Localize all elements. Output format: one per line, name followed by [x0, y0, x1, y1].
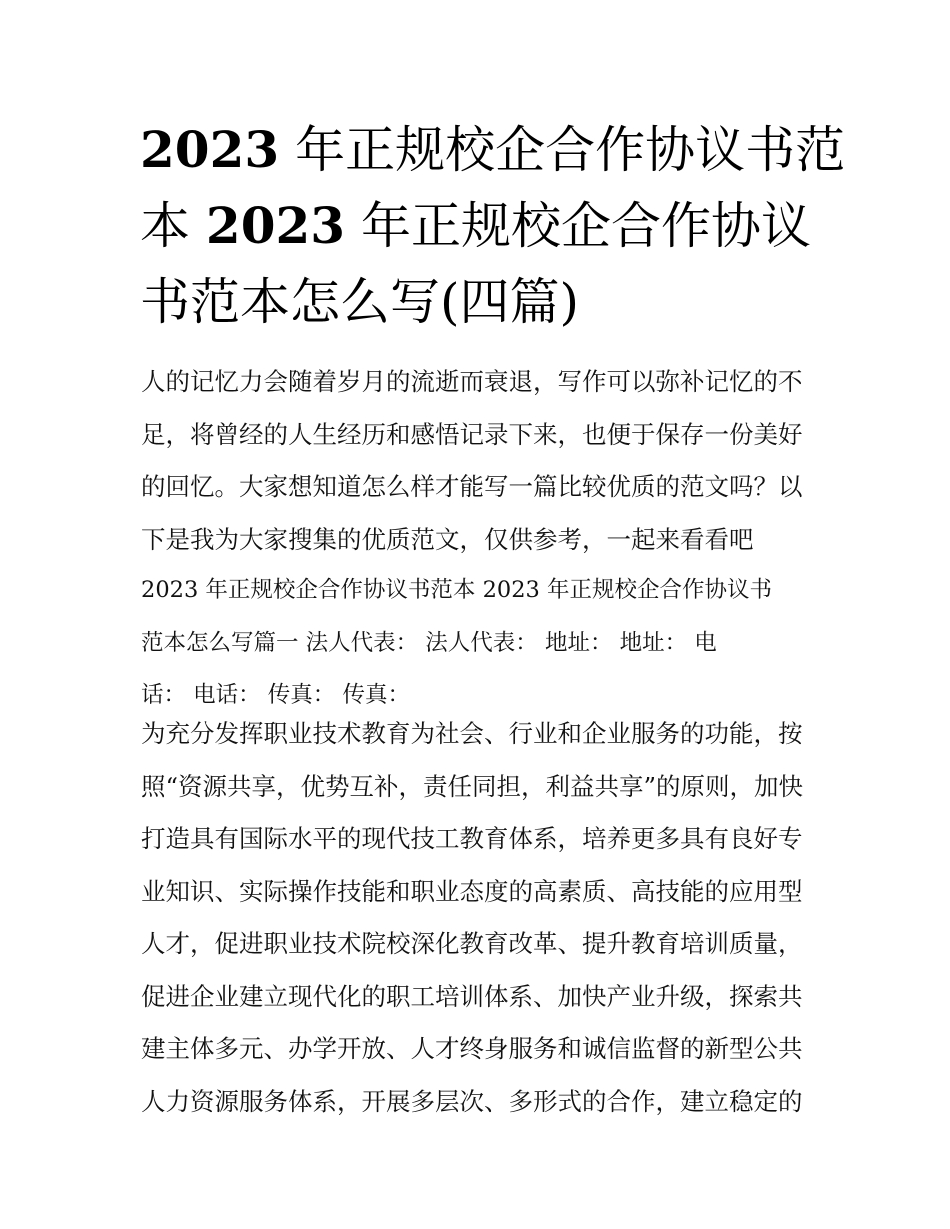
title-year-text: 2023 [205, 196, 346, 255]
intro-paragraph [141, 356, 821, 566]
title-line-1: 2023 年正规校企合作协议书范 [140, 120, 846, 179]
intro-line-1: 人的记忆力会随着岁月的流逝而衰退，写作可以弥补记忆的不 [141, 367, 803, 396]
agreement-header-paragraph [141, 564, 821, 722]
title-line-2: 本 2023 年正规校企合作协议 [140, 196, 811, 255]
header-line-3: 话： 电话： 传真： 传真： [141, 682, 410, 708]
title-line-3: 书范本怎么写(四篇) [140, 273, 580, 331]
title-year-text: 2023 [140, 120, 280, 179]
main-line-2: 照“资源共享，优势互补，责任同担，利益共享”的原则，加快 [141, 771, 804, 801]
document-title [140, 112, 846, 340]
header-line-2: 范本怎么写篇一 法人代表： 法人代表： 地址： 地址： 电 [141, 629, 717, 656]
intro-line-4: 下是我为大家搜集的优质范文，仅供参考，一起来看看吧 [141, 524, 754, 554]
main-line-6: 促进企业建立现代化的职工培训体系、加快产业升级，探索共 [141, 981, 803, 1011]
intro-line-2: 足，将曾经的人生经历和感悟记录下来，也便于保存一份美好 [141, 419, 803, 449]
header-line-1: 2023 年正规校企合作协议书范本 2023 年正规校企合作协议书 [141, 577, 772, 603]
main-paragraph [141, 708, 821, 1128]
intro-line-3: 的回忆。大家想知道怎么样才能写一篇比较优质的范文吗？以 [141, 472, 803, 501]
main-line-7: 建主体多元、办学开放、人才终身服务和诚信监督的新型公共 [141, 1034, 803, 1063]
main-line-1: 为充分发挥职业技术教育为社会、行业和企业服务的功能，按 [141, 719, 803, 748]
main-line-8: 人力资源服务体系，开展多层次、多形式的合作，建立稳定的 [141, 1086, 803, 1116]
main-line-3: 打造具有国际水平的现代技工教育体系，培养更多具有良好专 [141, 824, 803, 853]
main-line-5: 人才，促进职业技术院校深化教育改革、提升教育培训质量， [141, 929, 803, 958]
main-line-4: 业知识、实际操作技能和职业态度的高素质、高技能的应用型 [141, 876, 803, 906]
